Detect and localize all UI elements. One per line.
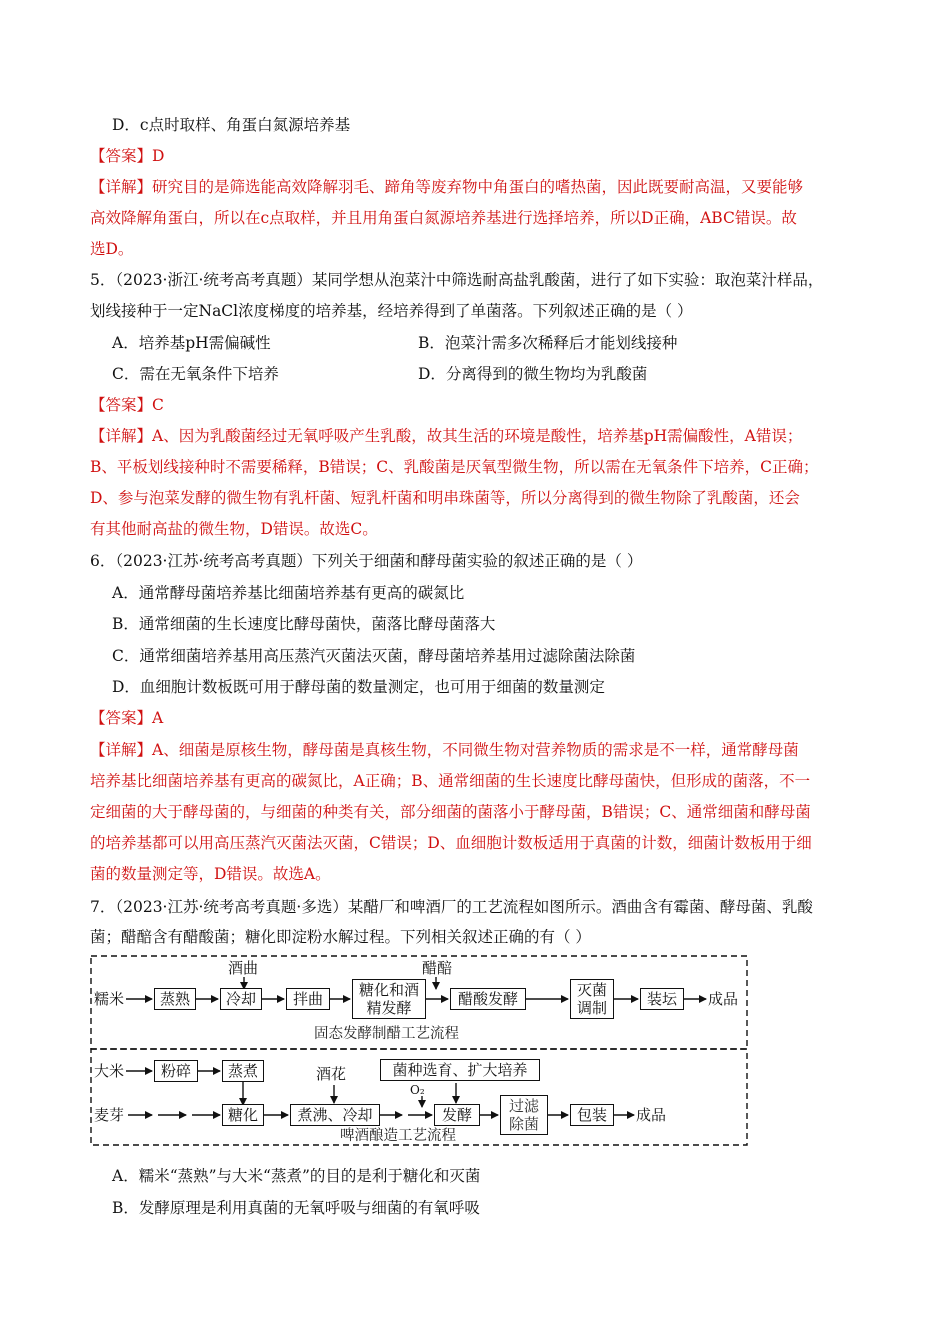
step-acetic-fermentation: 醋酸发酵: [450, 988, 526, 1010]
label-hops: 酒花: [316, 1065, 347, 1083]
step-ferment: 发酵: [434, 1104, 480, 1126]
q6-explanation-4: 的培养基都可以用高压蒸汽灭菌法灭菌，C错误；D、血细胞计数板适用于真菌的计数，细菌计数板用于细: [90, 834, 812, 852]
step-saccharify: 糖化: [222, 1104, 264, 1126]
caption-beer-process: 啤酒酿造工艺流程: [340, 1128, 456, 1144]
label-jiuqu: 酒曲: [228, 959, 259, 977]
input-glutinous-rice: 糯米: [94, 990, 125, 1008]
q6-option-a: A．通常酵母菌培养基比细菌培养基有更高的碳氮比: [112, 584, 465, 602]
q5-option-c: C．需在无氧条件下培养: [112, 365, 279, 383]
output-product-2: 成品: [636, 1106, 667, 1124]
step-cool: 冷却: [220, 988, 262, 1010]
step-crush: 粉碎: [154, 1060, 198, 1082]
q6-explanation-5: 菌的数量测定等，D错误。故选A。: [90, 865, 331, 883]
input-malt: 麦芽: [94, 1106, 125, 1124]
step-steam: 蒸熟: [154, 988, 196, 1010]
q4-explanation-1: 【详解】研究目的是筛选能高效降解羽毛、蹄角等废弃物中角蛋白的嗜热菌，因此既要耐高温，又要能够: [90, 178, 804, 196]
step-boil-steam: 蒸煮: [222, 1060, 264, 1082]
q5-explanation-2: B、平板划线接种时不需要稀释，B错误；C、乳酸菌是厌氧型微生物，所以需在无氧条件下培养，C正确；: [90, 458, 819, 476]
q4-answer: 【答案】D: [90, 147, 165, 165]
q6-option-b: B．通常细菌的生长速度比酵母菌快，菌落比酵母菌落大: [112, 615, 496, 633]
q5-option-d: D．分离得到的微生物均为乳酸菌: [418, 365, 648, 383]
q6-stem: 6．（2023·江苏·统考高考真题）下列关于细菌和酵母菌实验的叙述正确的是（ ）: [90, 552, 643, 570]
q7-stem-2: 菌；醋醅含有醋酸菌；糖化即淀粉水解过程。下列相关叙述正确的有（ ）: [90, 928, 591, 946]
q6-answer: 【答案】A: [90, 709, 164, 727]
q6-explanation-1: 【详解】A、细菌是原核生物，酵母菌是真核生物，不同微生物对营养物质的需求是不一样，通常酵母菌: [90, 741, 799, 759]
process-flow-diagram: [90, 955, 750, 1147]
input-rice: 大米: [94, 1062, 125, 1080]
label-oxygen: O₂: [410, 1083, 425, 1097]
q6-explanation-3: 定细菌的大于酵母菌的，与细菌的种类有关，部分细菌的菌落小于酵母菌，B错误；C、通常细菌和酵母菌: [90, 803, 811, 821]
step-package: 包装: [570, 1104, 614, 1126]
q6-option-c: C．通常细菌培养基用高压蒸汽灭菌法灭菌，酵母菌培养基用过滤除菌法除菌: [112, 647, 636, 665]
caption-vinegar-process: 固态发酵制醋工艺流程: [314, 1026, 459, 1042]
q4-explanation-3: 选D。: [90, 240, 134, 258]
step-jar: 装坛: [640, 988, 684, 1010]
step-mix-koji: 拌曲: [286, 988, 330, 1010]
step-filter-sterilize: 过滤除菌: [500, 1095, 548, 1135]
step-boil-cool: 煮沸、冷却: [290, 1104, 380, 1126]
q7-stem-1: 7．（2023·江苏·统考高考真题·多选）某醋厂和啤酒厂的工艺流程如图所示。酒曲含有霉菌、酵母菌、乳酸: [90, 898, 813, 916]
output-product-1: 成品: [708, 990, 739, 1008]
q5-explanation-1: 【详解】A、因为乳酸菌经过无氧呼吸产生乳酸，故其生活的环境是酸性，培养基pH需偏酸性，A错误；: [90, 427, 803, 445]
label-cupei: 醋醅: [422, 959, 453, 977]
q5-explanation-3: D、参与泡菜发酵的微生物有乳杆菌、短乳杆菌和明串珠菌等，所以分离得到的微生物除了乳酸菌，还会: [90, 489, 800, 507]
q5-stem-1: 5．（2023·浙江·统考高考真题）某同学想从泡菜汁中筛选耐高盐乳酸菌，进行了如下实验：取泡菜汁样品，: [90, 271, 824, 289]
q6-option-d: D．血细胞计数板既可用于酵母菌的数量测定，也可用于细菌的数量测定: [112, 678, 605, 696]
q5-option-b: B．泡菜汁需多次稀释后才能划线接种: [418, 334, 678, 352]
q4-option-d: D．c点时取样、角蛋白氮源培养基: [112, 116, 351, 134]
q5-answer: 【答案】C: [90, 396, 164, 414]
q6-explanation-2: 培养基比细菌培养基有更高的碳氮比，A正确；B、通常细菌的生长速度比酵母菌快，但形成的菌落，不一: [90, 772, 811, 790]
step-saccharify-alcohol: 糖化和酒精发酵: [352, 979, 426, 1019]
step-sterilize-blend: 灭菌调制: [570, 979, 614, 1019]
q7-option-a: A．糯米“蒸熟”与大米“蒸煮”的目的是利于糖化和灭菌: [112, 1167, 481, 1185]
q5-explanation-4: 有其他耐高盐的微生物，D错误。故选C。: [90, 520, 378, 538]
step-strain-selection: 菌种选育、扩大培养: [380, 1059, 540, 1081]
q4-explanation-2: 高效降解角蛋白，所以在c点取样，并且用角蛋白氮源培养基进行选择培养，所以D正确，ABC错误。故: [90, 209, 797, 227]
q7-option-b: B．发酵原理是利用真菌的无氧呼吸与细菌的有氧呼吸: [112, 1199, 480, 1217]
q5-option-a: A．培养基pH需偏碱性: [112, 334, 271, 352]
q5-stem-2: 划线接种于一定NaCl浓度梯度的培养基，经培养得到了单菌落。下列叙述正确的是（ ）: [90, 302, 693, 320]
